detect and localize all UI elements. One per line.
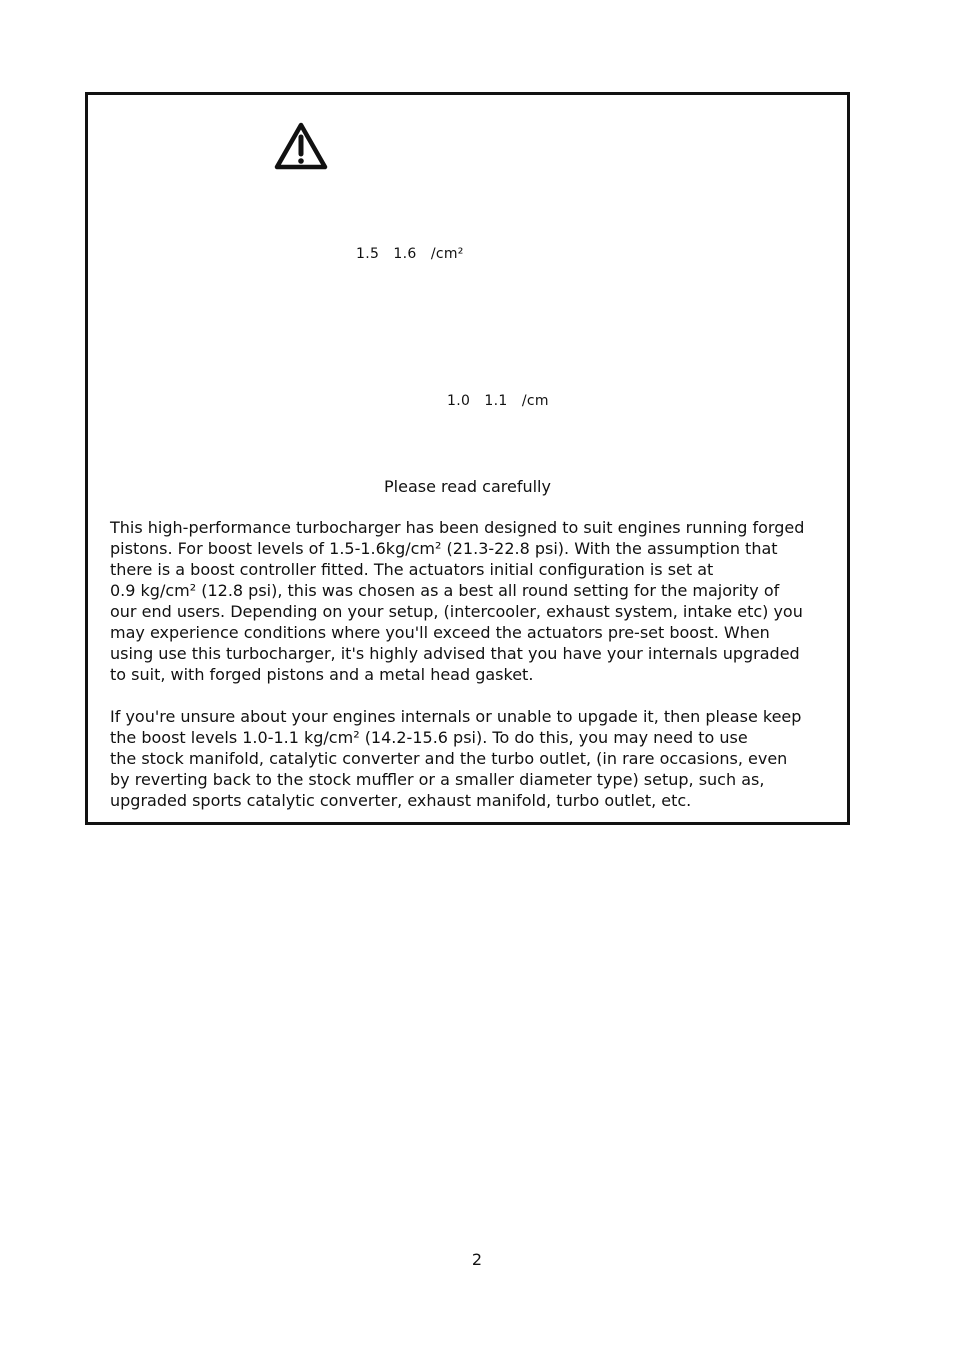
text-line: using use this turbocharger, it's highly advised that you have your internals upgraded — [110, 644, 800, 663]
text-line: pistons. For boost levels of 1.5-1.6kg/cm² (21.3-22.8 psi). With the assumption that — [110, 539, 778, 558]
text-line: 0.9 kg/cm² (12.8 psi), this was chosen as a best all round setting for the majority of — [110, 581, 780, 600]
paragraph-stock-internals — [110, 706, 830, 811]
text-line: by reverting back to the stock muffler or a smaller diameter type) setup, such as, — [110, 770, 765, 789]
text-line: If you're unsure about your engines internals or unable to upgade it, then please keep — [110, 707, 802, 726]
text-line: may experience conditions where you'll exceed the actuators pre-set boost. When — [110, 623, 770, 642]
boost-fragment-high: 1.5 1.6 /cm² — [356, 246, 464, 262]
notice-heading: Please read carefully — [384, 477, 551, 496]
text-line: our end users. Depending on your setup, (intercooler, exhaust system, intake etc) you — [110, 602, 803, 621]
warning-triangle-icon — [274, 122, 328, 170]
paragraph-forged-pistons — [110, 517, 830, 685]
text-line: upgraded sports catalytic converter, exhaust manifold, turbo outlet, etc. — [110, 791, 692, 810]
page-number: 2 — [471, 1250, 483, 1269]
text-line: the boost levels 1.0-1.1 kg/cm² (14.2-15.6 psi). To do this, you may need to use — [110, 728, 748, 747]
text-line: to suit, with forged pistons and a metal head gasket. — [110, 665, 534, 684]
boost-fragment-low: 1.0 1.1 /cm — [447, 393, 549, 409]
text-line: This high-performance turbocharger has been designed to suit engines running forged — [110, 518, 805, 537]
text-line: the stock manifold, catalytic converter and the turbo outlet, (in rare occasions, even — [110, 749, 788, 768]
warning-box — [85, 92, 850, 825]
text-line: there is a boost controller fitted. The actuators initial configuration is set at — [110, 560, 714, 579]
